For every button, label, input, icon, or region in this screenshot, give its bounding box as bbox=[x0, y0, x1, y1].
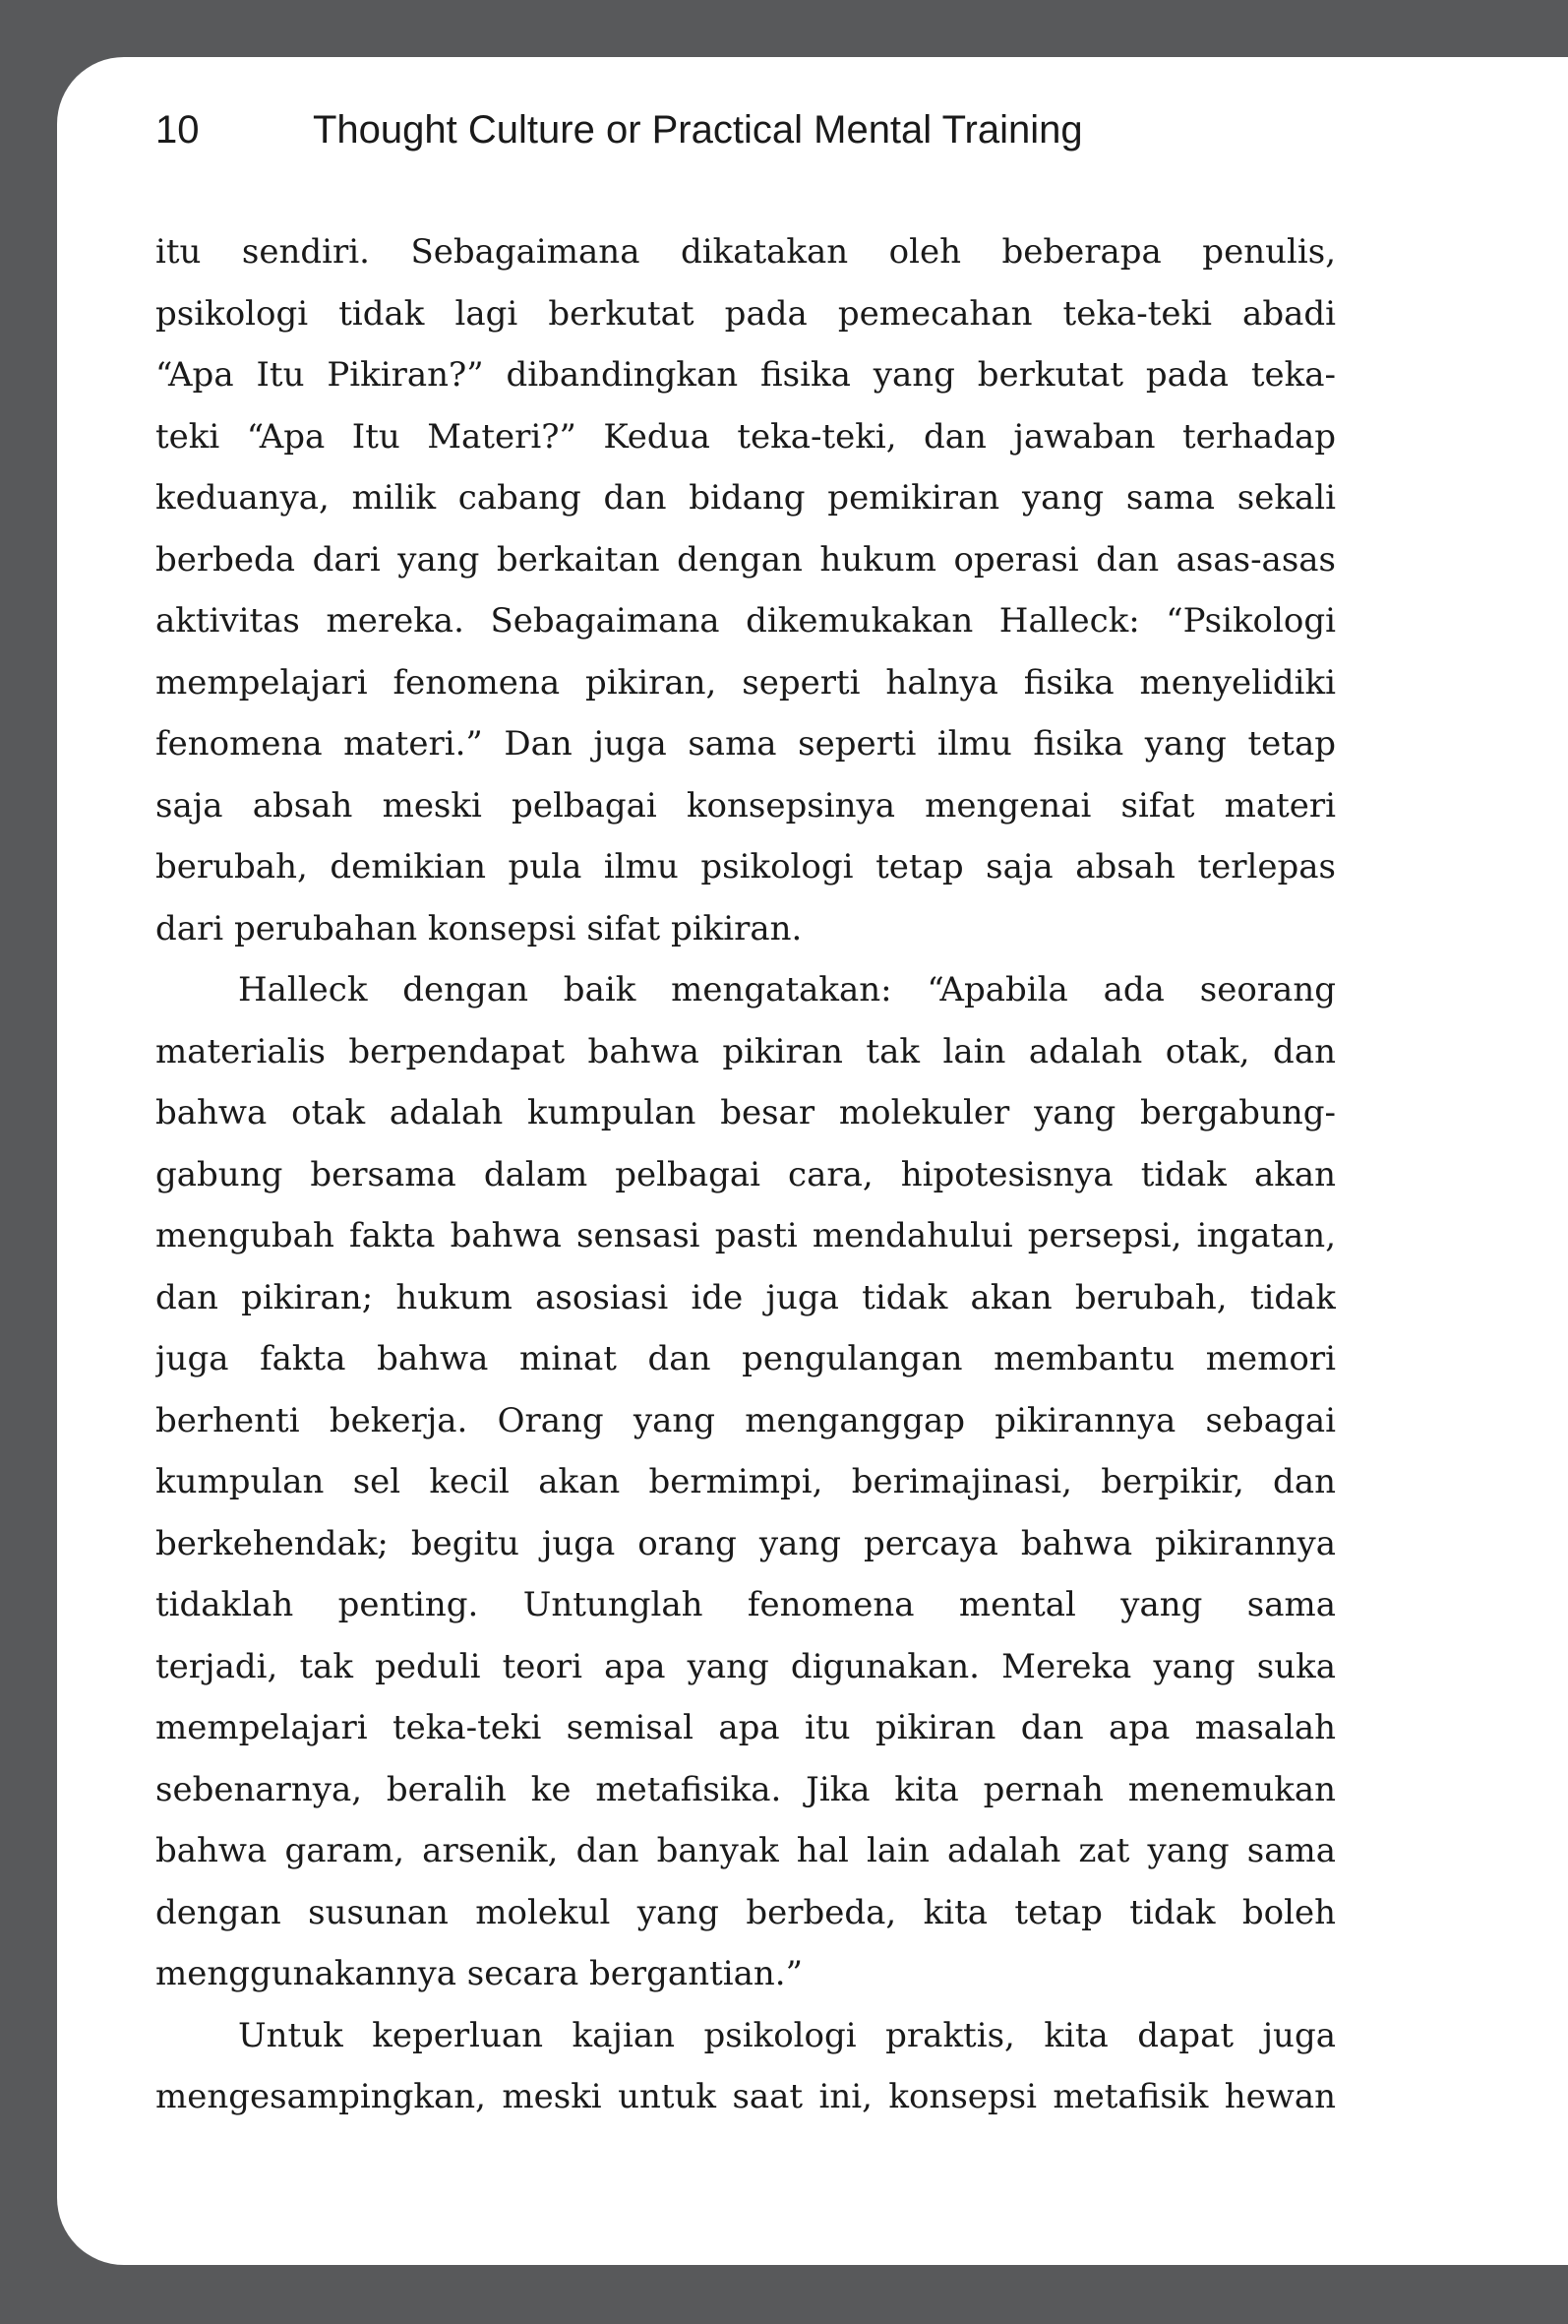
text-line: mengesampingkan, meski untuk saat ini, konsepsi metafisik hewan bbox=[155, 2077, 1336, 2116]
text-line: dari perubahan konsepsi sifat pikiran. bbox=[155, 908, 803, 948]
text-line: sebenarnya, beralih ke metafisika. Jika kita pernah menemukan bbox=[155, 1769, 1336, 1809]
text-line: juga fakta bahwa minat dan pengulangan membantu memori bbox=[155, 1339, 1336, 1378]
text-line: materialis berpendapat bahwa pikiran tak lain adalah otak, dan bbox=[155, 1031, 1336, 1071]
text-line: “Apa Itu Pikiran?” dibandingkan fisika yang berkutat pada teka- bbox=[155, 355, 1336, 395]
text-line: saja absah meski pelbagai konsepsinya mengenai sifat materi bbox=[155, 785, 1336, 826]
text-line: dengan susunan molekul yang berbeda, kita tetap tidak boleh bbox=[155, 1892, 1336, 1932]
running-title: Thought Culture or Practical Mental Training bbox=[313, 107, 1083, 152]
text-line: bahwa garam, arsenik, dan banyak hal lain adalah zat yang sama bbox=[155, 1831, 1336, 1870]
text-line: mengubah fakta bahwa sensasi pasti mendahului persepsi, ingatan, bbox=[155, 1216, 1336, 1255]
text-line: mempelajari fenomena pikiran, seperti halnya fisika menyelidiki bbox=[155, 662, 1336, 703]
text-line: gabung bersama dalam pelbagai cara, hipotesisnya tidak akan bbox=[155, 1154, 1336, 1194]
text-line: fenomena materi.” Dan juga sama seperti ilmu fisika yang tetap bbox=[155, 724, 1336, 764]
text-line: Untuk keperluan kajian psikologi praktis, kita dapat juga bbox=[238, 2015, 1336, 2055]
text-line: menggunakannya secara bergantian.” bbox=[155, 1954, 803, 1993]
text-line: keduanya, milik cabang dan bidang pemikiran yang sama sekali bbox=[155, 478, 1336, 518]
text-line: berkehendak; begitu juga orang yang percaya bahwa pikirannya bbox=[155, 1523, 1336, 1563]
text-line: dan pikiran; hukum asosiasi ide juga tidak akan berubah, tidak bbox=[155, 1277, 1336, 1317]
text-line: itu sendiri. Sebagaimana dikatakan oleh beberapa penulis, bbox=[155, 232, 1336, 272]
text-line: terjadi, tak peduli teori apa yang digunakan. Mereka yang suka bbox=[155, 1646, 1336, 1686]
paragraph-3 bbox=[155, 2005, 1336, 2128]
text-line: berbeda dari yang berkaitan dengan hukum operasi dan asas-asas bbox=[155, 539, 1336, 580]
text-line: Halleck dengan baik mengatakan: “Apabila ada seorang bbox=[238, 970, 1336, 1009]
text-line: mempelajari teka-teki semisal apa itu pikiran dan apa masalah bbox=[155, 1708, 1336, 1747]
page-number: 10 bbox=[155, 107, 200, 152]
text-line: teki “Apa Itu Materi?” Kedua teka-teki, dan jawaban terhadap bbox=[155, 416, 1336, 457]
text-line: psikologi tidak lagi berkutat pada pemecahan teka-teki abadi bbox=[155, 293, 1336, 334]
paragraph-2 bbox=[155, 959, 1336, 2005]
text-line: tidaklah penting. Untunglah fenomena mental yang sama bbox=[155, 1585, 1336, 1624]
body-text bbox=[155, 221, 1336, 2128]
paragraph-1 bbox=[155, 221, 1336, 959]
text-line: bahwa otak adalah kumpulan besar molekuler yang bergabung- bbox=[155, 1093, 1336, 1132]
text-line: berhenti bekerja. Orang yang menganggap pikirannya sebagai bbox=[155, 1400, 1336, 1440]
running-header bbox=[155, 106, 1083, 153]
text-line: aktivitas mereka. Sebagaimana dikemukakan Halleck: “Psikologi bbox=[155, 601, 1336, 641]
text-line: berubah, demikian pula ilmu psikologi tetap saja absah terlepas bbox=[155, 847, 1336, 887]
text-line: kumpulan sel kecil akan bermimpi, berimajinasi, berpikir, dan bbox=[155, 1462, 1336, 1501]
